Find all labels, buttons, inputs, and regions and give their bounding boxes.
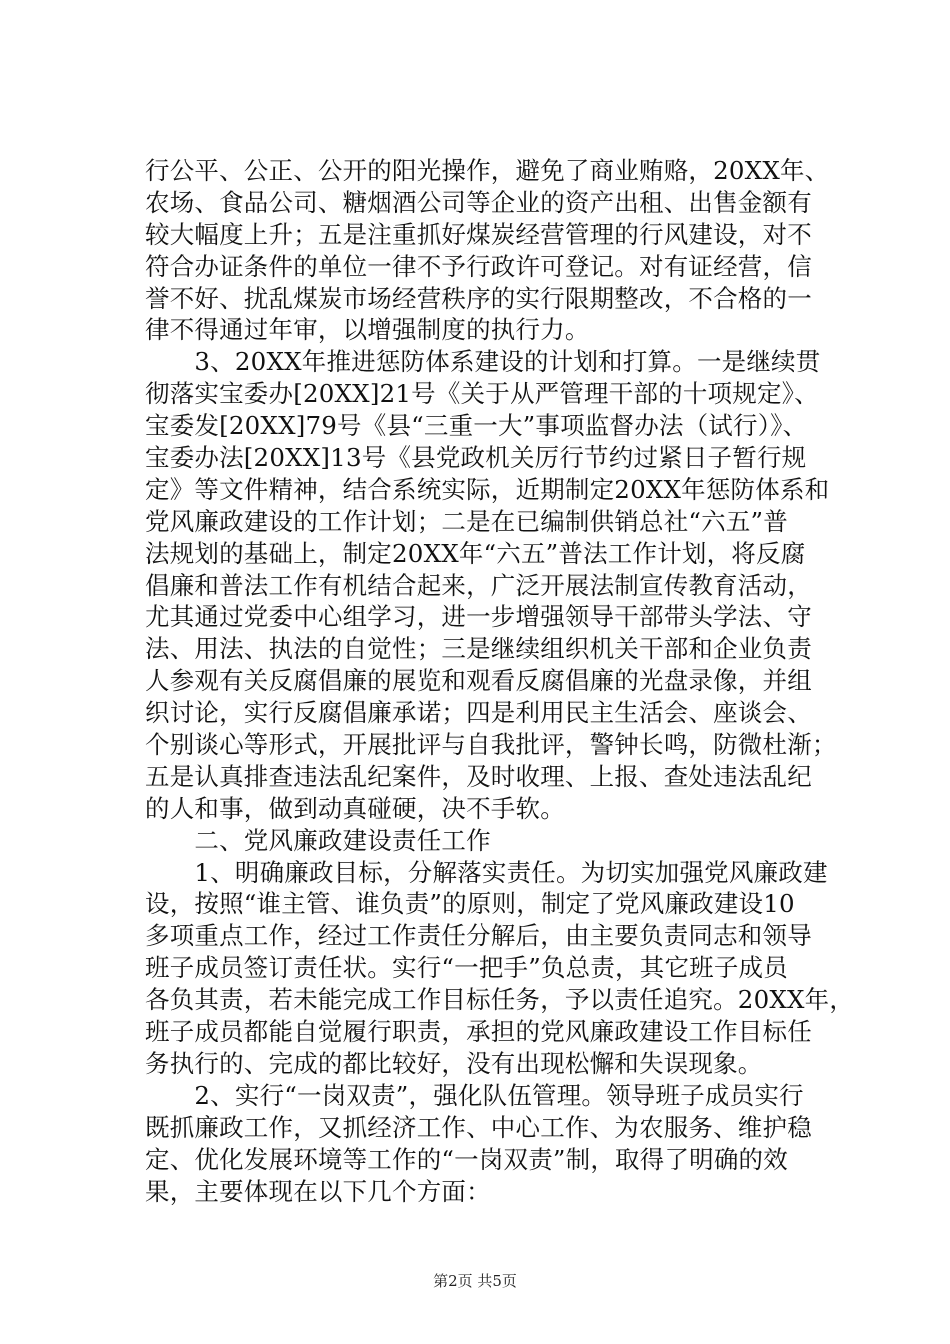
text-line: 人参观有关反腐倡廉的展览和观看反腐倡廉的光盘录像，并组 <box>145 666 812 696</box>
text-line: 二、党风廉政建设责任工作 <box>145 825 491 855</box>
page-footer: 第2页 共5页 <box>433 1272 517 1290</box>
text-line: 符合办证条件的单位一律不予行政许可登记。对有证经营，信 <box>145 251 812 281</box>
text-line: 宝委发[20XX]79号《县“三重一大”事项监督办法（试行）》、 <box>145 411 808 441</box>
text-line: 多项重点工作，经过工作责任分解后，由主要负责同志和领导 <box>145 921 812 951</box>
text-line: 倡廉和普法工作有机结合起来，广泛开展法制宣传教育活动， <box>145 570 812 600</box>
text-line: 誉不好、扰乱煤炭市场经营秩序的实行限期整改，不合格的一 <box>145 283 812 313</box>
text-line: 班子成员都能自觉履行职责，承担的党风廉政建设工作目标任 <box>145 1017 812 1047</box>
text-line: 行公平、公正、公开的阳光操作，避免了商业贿赂，20XX年、 <box>145 156 830 185</box>
document-body <box>145 155 855 1207</box>
text-line: 定》等文件精神，结合系统实际，近期制定20XX年惩防体系和 <box>145 474 830 504</box>
text-line: 农场、食品公司、糖烟酒公司等企业的资产出租、出售金额有 <box>145 187 812 217</box>
text-line: 班子成员签订责任状。实行“一把手”负总责，其它班子成员 <box>145 953 788 983</box>
text-line: 尤其通过党委中心组学习，进一步增强领导干部带头学法、守 <box>145 602 812 632</box>
text-line: 彻落实宝委办[20XX]21号《关于从严管理干部的十项规定》、 <box>145 379 819 409</box>
text-line: 法、用法、执法的自觉性；三是继续组织机关干部和企业负责 <box>145 634 812 664</box>
text-line: 党风廉政建设的工作计划；二是在已编制供销总社“六五”普 <box>145 506 788 536</box>
text-line: 律不得通过年审，以增强制度的执行力。 <box>145 315 590 345</box>
text-line: 法规划的基础上，制定20XX年“六五”普法工作计划，将反腐 <box>145 538 806 568</box>
text-line: 3、20XX年推进惩防体系建设的计划和打算。一是继续贯 <box>145 347 821 377</box>
text-line: 果，主要体现在以下几个方面： <box>145 1176 491 1206</box>
text-line: 定、优化发展环境等工作的“一岗双责”制，取得了明确的效 <box>145 1144 788 1174</box>
text-line: 各负其责，若未能完成工作目标任务，予以责任追究。20XX年， <box>145 985 855 1015</box>
text-line: 个别谈心等形式，开展批评与自我批评，警钟长鸣，防微杜渐； <box>145 730 837 760</box>
text-line: 宝委办法[20XX]13号《县党政机关厉行节约过紧日子暂行规 <box>145 443 807 473</box>
text-line: 的人和事，做到动真碰硬，决不手软。 <box>145 793 565 823</box>
text-line: 既抓廉政工作，又抓经济工作、中心工作、为农服务、维护稳 <box>145 1112 812 1142</box>
text-line: 较大幅度上升；五是注重抓好煤炭经营管理的行风建设，对不 <box>145 219 812 249</box>
text-line: 设，按照“谁主管、谁负责”的原则，制定了党风廉政建设10 <box>145 889 795 919</box>
text-line: 2、实行“一岗双责”，强化队伍管理。领导班子成员实行 <box>145 1080 804 1110</box>
text-line: 务执行的、完成的都比较好，没有出现松懈和失误现象。 <box>145 1048 763 1078</box>
text-line: 1、明确廉政目标，分解落实责任。为切实加强党风廉政建 <box>145 857 828 887</box>
text-line: 织讨论，实行反腐倡廉承诺；四是利用民主生活会、座谈会、 <box>145 698 812 728</box>
text-line: 五是认真排查违法乱纪案件，及时收理、上报、查处违法乱纪 <box>145 761 812 791</box>
